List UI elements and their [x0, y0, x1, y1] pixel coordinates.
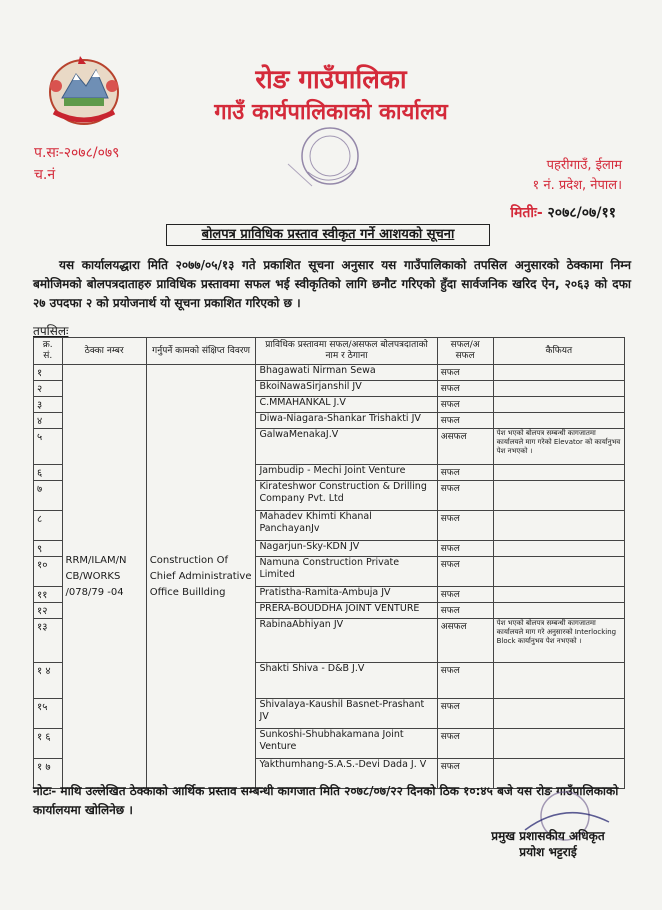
bid-status: सफल: [437, 541, 493, 557]
signer-title: प्रमुख प्रशासकीय अधिकृत: [491, 829, 605, 843]
bidder-name: GalwaMenakaJ.V: [256, 429, 437, 465]
office-name: गाउँ कार्यपालिकाको कार्यालय: [214, 100, 448, 125]
row-remarks: पेश भएको बोलपत्र सम्बन्धी कागजातमा कार्यालयले माग गरेको Elevator को कार्यानुभव पेश नभएको ।: [493, 429, 624, 465]
row-sn: ८: [34, 511, 63, 541]
header-status: सफल/अ सफल: [437, 338, 493, 365]
date-value: २०७८/०७/११: [547, 205, 616, 221]
row-sn: ४: [34, 413, 63, 429]
row-remarks: पेश भएको बोलपत्र सम्बन्धी कागजातमा कार्यालयले माग गरे अनुसारको Interlocking Block कार्यानुभव पेश नभएको ।: [493, 619, 624, 663]
bidder-name: Sunkoshi-Shubhakamana Joint Venture: [256, 729, 437, 759]
table-header-row: [34, 338, 625, 365]
row-remarks: [493, 557, 624, 587]
signature-block: [468, 828, 628, 860]
row-sn: ५: [34, 429, 63, 465]
bidder-name: Nagarjun-Sky-KDN JV: [256, 541, 437, 557]
row-sn: १ ७: [34, 759, 63, 789]
ref-block: [34, 142, 119, 186]
note-label: नोटः-: [33, 784, 57, 798]
bid-status: सफल: [437, 481, 493, 511]
bid-status: असफल: [437, 619, 493, 663]
row-sn: १ ६: [34, 729, 63, 759]
bid-status: सफल: [437, 603, 493, 619]
address-block: [533, 156, 622, 196]
row-remarks: [493, 365, 624, 381]
work-description-cell: Construction Of Chief Administrative Office Buillding: [146, 365, 256, 789]
org-name: रोङ गाउँपालिका: [255, 65, 407, 95]
bidder-name: Kirateshwor Construction & Drilling Company Pvt. Ltd: [256, 481, 437, 511]
bidder-name: RabinaAbhiyan JV: [256, 619, 437, 663]
row-sn: ३: [34, 397, 63, 413]
note-text: माथि उल्लेखित ठेक्काको आर्थिक प्रस्ताव सम्बन्धी कागजात मिति २०७८/०७/२२ दिनको ठिक १०:४५ बजे यस रोङ गाउँपालिकाको कार्यालयमा खोलिनेछ ।: [33, 784, 619, 817]
row-remarks: [493, 465, 624, 481]
bidder-name: Namuna Construction Private Limited: [256, 557, 437, 587]
row-remarks: [493, 511, 624, 541]
bid-status: सफल: [437, 397, 493, 413]
row-remarks: [493, 587, 624, 603]
bid-status: असफल: [437, 429, 493, 465]
dispatch-number: च.नं: [34, 167, 56, 183]
contract-number-cell: RRM/ILAM/N CB/WORKS /078/79 -04: [62, 365, 146, 789]
header-work-desc: गर्नुपर्ने कामको संक्षिप्त विवरण: [146, 338, 256, 365]
row-sn: ६: [34, 465, 63, 481]
row-remarks: [493, 663, 624, 699]
notice-date: [510, 203, 616, 222]
row-remarks: [493, 729, 624, 759]
header-remarks: कैफियत: [493, 338, 624, 365]
header-contract-no: ठेक्का नम्बर: [62, 338, 146, 365]
bid-status: सफल: [437, 759, 493, 789]
bid-status: सफल: [437, 465, 493, 481]
date-label: मितीः-: [510, 205, 543, 221]
row-sn: ११: [34, 587, 63, 603]
office-stamp-icon: [278, 124, 378, 194]
bid-status: सफल: [437, 511, 493, 541]
bid-status: सफल: [437, 699, 493, 729]
bidder-name: Mahadev Khimti Khanal PanchayanJv: [256, 511, 437, 541]
row-sn: १०: [34, 557, 63, 587]
row-sn: ७: [34, 481, 63, 511]
row-remarks: [493, 481, 624, 511]
row-sn: १: [34, 365, 63, 381]
bidder-name: BkoiNawaSirjanshil JV: [256, 381, 437, 397]
bidder-name: Jambudip - Mechi Joint Venture: [256, 465, 437, 481]
row-remarks: [493, 397, 624, 413]
bid-status: सफल: [437, 587, 493, 603]
bidder-name: Shivalaya-Kaushil Basnet-Prashant JV: [256, 699, 437, 729]
address-line-1: पहरीगाउँ, ईलाम: [546, 158, 622, 173]
bidder-table: [33, 337, 625, 789]
row-sn: २: [34, 381, 63, 397]
bid-status: सफल: [437, 365, 493, 381]
bid-status: सफल: [437, 729, 493, 759]
signer-name: प्रयोश भट्टराई: [519, 845, 577, 859]
subject-heading: बोलपत्र प्राविधिक प्रस्ताव स्वीकृत गर्ने आशयको सूचना: [166, 224, 490, 246]
header-sn: क्र. सं.: [34, 338, 63, 365]
row-sn: १३: [34, 619, 63, 663]
bid-status: सफल: [437, 381, 493, 397]
bidder-name: C.MMAHANKAL J.V: [256, 397, 437, 413]
row-sn: १ ४: [34, 663, 63, 699]
bid-status: सफल: [437, 557, 493, 587]
bidder-name: Yakthumhang-S.A.S.-Devi Dada J. V: [256, 759, 437, 789]
row-remarks: [493, 381, 624, 397]
bid-status: सफल: [437, 663, 493, 699]
ref-number: प.सः-२०७८/०७९: [34, 145, 120, 161]
bid-status: सफल: [437, 413, 493, 429]
table-row: [34, 365, 625, 381]
row-remarks: [493, 699, 624, 729]
bidder-name: PRERA-BOUDDHA JOINT VENTURE: [256, 603, 437, 619]
table-label: तपसिलः: [33, 324, 69, 338]
bidder-name: Bhagawati Nirman Sewa: [256, 365, 437, 381]
row-remarks: [493, 603, 624, 619]
row-remarks: [493, 541, 624, 557]
bidder-name: Shakti Shiva - D&B J.V: [256, 663, 437, 699]
bidder-name: Diwa-Niagara-Shankar Trishakti JV: [256, 413, 437, 429]
bidder-name: Pratistha-Ramita-Ambuja JV: [256, 587, 437, 603]
header-bidder: प्राविधिक प्रस्तावमा सफल/असफल बोलपत्रदाताको नाम र ठेगाना: [256, 338, 437, 365]
address-line-2: १ नं. प्रदेश, नेपाल।: [532, 178, 622, 193]
row-sn: १५: [34, 699, 63, 729]
row-sn: ९: [34, 541, 63, 557]
body-paragraph: यस कार्यालयद्धारा मिति २०७७/०५/१३ गते प्रकाशित सूचना अनुसार यस गाउँपालिकाको तपसिल अनुसारको ठेक्कामा निम्न बमोजिमको बोलपत्रदाताहरु प्राविधिक प्रस्तावमा सफल भई स्वीकृतिको लागि छनौट गरिएको हुँदा सार्वजनिक खरिद ऐन, २०६३ को दफा २७ उपदफा २ को प्रयोजनार्थ यो सूचना प्रकाशित गरिएको छ ।: [33, 258, 631, 310]
row-sn: १२: [34, 603, 63, 619]
row-remarks: [493, 413, 624, 429]
